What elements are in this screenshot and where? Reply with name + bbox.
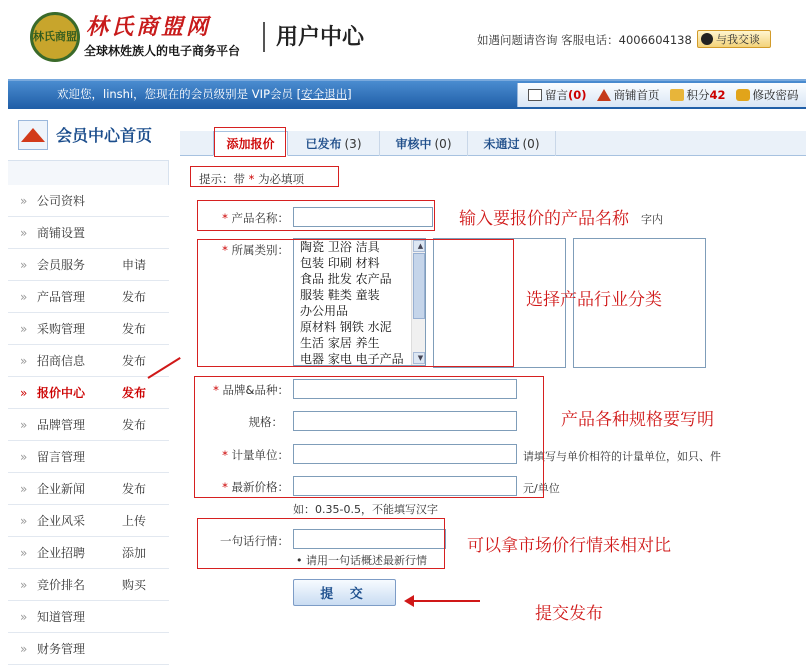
sidebar-item-action[interactable]: 发布 (122, 386, 147, 400)
highlight-box (197, 518, 445, 569)
product-name-note: 字内 (641, 213, 663, 226)
highlight-box (194, 376, 544, 498)
hint-prefix: 提示：带 (199, 172, 245, 186)
unit-note: 请填写与单价相符的计量单位，如只、件 (523, 450, 721, 463)
chevron-right-icon: » (20, 193, 28, 208)
tab-count: (0) (434, 136, 452, 151)
sidebar-header[interactable] (8, 109, 169, 161)
product-name-label-text: 产品名称： (231, 211, 289, 225)
sidebar-item-label[interactable]: 竞价排名 (37, 578, 86, 592)
category-option[interactable]: 办公用品 (300, 304, 349, 318)
sidebar-item-action[interactable]: 发布 (122, 322, 147, 336)
annotation-category: 选择产品行业分类 (526, 290, 662, 310)
sidebar-item[interactable] (8, 633, 169, 665)
annotation-market: 可以拿市场价行情来相对比 (467, 536, 671, 556)
arrow-icon (410, 600, 480, 602)
highlight-box (197, 200, 435, 231)
user-toolbar (517, 83, 806, 107)
category-option[interactable]: 电器 家电 电子产品 (300, 352, 404, 366)
tab-count: (0) (522, 136, 540, 151)
tab-label: 未通过 (483, 137, 520, 151)
sidebar-item-label[interactable]: 知道管理 (37, 610, 86, 624)
annotation-specs: 产品各种规格要写明 (561, 410, 714, 430)
sidebar-item[interactable] (8, 441, 169, 473)
header-divider (263, 22, 265, 52)
support-hotline: 如遇问题请咨询 客服电话：4006604138 (477, 33, 692, 47)
sidebar-item-action[interactable]: 发布 (122, 354, 147, 368)
chevron-right-icon: » (20, 481, 28, 496)
logout-link[interactable]: [安全退出] (296, 87, 352, 101)
chevron-right-icon: » (20, 225, 28, 240)
sidebar-item-action[interactable]: 添加 (122, 546, 147, 560)
chat-button-label: 与我交谈 (716, 33, 760, 46)
tab-label: 审核中 (395, 137, 432, 151)
chevron-right-icon: » (20, 641, 28, 656)
points-value: 42 (709, 88, 726, 102)
sidebar-item-label[interactable]: 品牌管理 (37, 418, 86, 432)
sidebar-item-label[interactable]: 企业新闻 (37, 482, 86, 496)
sidebar-item-action[interactable]: 上传 (122, 514, 147, 528)
chat-button[interactable] (697, 30, 771, 48)
message-link[interactable] (528, 87, 587, 103)
shop-home-link[interactable] (597, 87, 660, 103)
sidebar-item-action[interactable]: 发布 (122, 482, 147, 496)
scroll-down-icon[interactable]: ▼ (413, 352, 425, 364)
unit-label-text: 计量单位： (231, 448, 289, 462)
tab-label: 已发布 (305, 137, 342, 151)
tab-rejected[interactable] (468, 131, 556, 156)
shop-home-label: 商铺首页 (613, 88, 660, 102)
sidebar-item-label[interactable]: 会员服务 (37, 258, 86, 272)
category-option[interactable]: 服装 鞋类 童装 (300, 288, 380, 302)
sidebar-item[interactable] (8, 185, 169, 217)
price-unit: 元/单位 (523, 482, 560, 495)
sidebar-item[interactable] (8, 377, 169, 409)
page-title: 用户中心 (276, 25, 365, 50)
sidebar-item-label[interactable]: 商铺设置 (37, 226, 86, 240)
site-logo-seal[interactable]: 林氏商盟 (30, 12, 80, 62)
sidebar-item-action[interactable]: 发布 (122, 290, 147, 304)
submit-button[interactable]: 提 交 (293, 579, 396, 606)
change-password-link[interactable] (736, 87, 799, 103)
hint-star: * (248, 172, 255, 186)
scroll-up-icon[interactable]: ▲ (413, 240, 425, 252)
sidebar-item-action[interactable]: 申请 (122, 258, 147, 272)
annotation-submit: 提交发布 (535, 604, 603, 624)
market-label: 一句话行情： (220, 534, 289, 548)
sidebar-item-label[interactable]: 产品管理 (37, 290, 86, 304)
sidebar-item-label[interactable]: 企业风采 (37, 514, 86, 528)
sidebar-item[interactable] (8, 249, 169, 281)
sidebar-item-label[interactable]: 采购管理 (37, 322, 86, 336)
sidebar-item[interactable] (8, 409, 169, 441)
sidebar-item-label[interactable]: 财务管理 (37, 642, 86, 656)
sidebar-item[interactable] (8, 217, 169, 249)
lock-icon (736, 89, 750, 101)
site-name: 林氏商盟网 (86, 14, 212, 40)
chevron-right-icon: » (20, 257, 28, 272)
sidebar-item-action[interactable]: 购买 (122, 578, 147, 592)
change-password-label: 修改密码 (752, 88, 799, 102)
annotation-product-name: 输入要报价的产品名称 (459, 209, 629, 229)
highlight-box (190, 166, 339, 187)
chevron-right-icon: » (20, 353, 28, 368)
sidebar-item-label[interactable]: 公司资料 (37, 194, 86, 208)
arrow-head-icon (404, 595, 414, 607)
chevron-right-icon: » (20, 577, 28, 592)
sidebar-item-action[interactable]: 发布 (122, 418, 147, 432)
tab-count: (3) (344, 136, 362, 151)
chevron-right-icon: » (20, 289, 28, 304)
sidebar-item-label[interactable]: 留言管理 (37, 450, 86, 464)
house-icon (18, 120, 48, 150)
category-label-text: 所属类别： (231, 243, 289, 257)
sidebar-item[interactable] (8, 569, 169, 601)
chevron-right-icon: » (20, 417, 28, 432)
chevron-right-icon: » (20, 513, 28, 528)
points-link[interactable] (670, 87, 726, 103)
sidebar-item[interactable] (8, 345, 169, 377)
sidebar-title: 会员中心首页 (56, 126, 153, 145)
required-star: * (222, 480, 228, 494)
tab-reviewing[interactable] (380, 131, 468, 156)
hint-suffix: 为必填项 (258, 172, 305, 186)
qq-icon (701, 33, 713, 45)
market-note: • 请用一句话概述最新行情 (296, 554, 427, 567)
highlight-box (197, 239, 514, 367)
tab-label: 添加报价 (226, 137, 275, 151)
sidebar-item[interactable] (8, 601, 169, 633)
sidebar-item[interactable] (8, 281, 169, 313)
mail-icon (528, 89, 542, 101)
coins-icon (670, 89, 684, 101)
sidebar-item[interactable] (8, 313, 169, 345)
required-star: * (222, 243, 228, 257)
home-icon (597, 89, 611, 101)
welcome-message (57, 86, 352, 102)
brand-label-text: 品牌&品种： (222, 383, 289, 397)
price-note: 如：0.35-0.5，不能填写汉字 (293, 503, 438, 516)
spec-label: 规格： (248, 415, 283, 429)
chevron-right-icon: » (20, 449, 28, 464)
chevron-right-icon: » (20, 385, 28, 400)
welcome-text: 欢迎您，linshi，您现在的会员级别是 VIP会员 (57, 87, 294, 101)
price-label-text: 最新价格： (231, 480, 289, 494)
category-option[interactable]: 食品 批发 农产品 (300, 272, 392, 286)
chevron-right-icon: » (20, 321, 28, 336)
chevron-right-icon: » (20, 545, 28, 560)
message-label: 留言 (545, 88, 568, 102)
required-star: * (222, 211, 228, 225)
tab-published[interactable] (288, 131, 380, 156)
sidebar-item[interactable] (8, 505, 169, 537)
message-count: (0) (568, 88, 587, 102)
site-slogan: 全球林姓族人的电子商务平台 (84, 44, 241, 58)
sidebar-item-label[interactable]: 企业招聘 (37, 546, 86, 560)
sidebar-item[interactable] (8, 473, 169, 505)
category-option[interactable]: 原材料 钢铁 水泥 (300, 320, 392, 334)
category-option[interactable]: 包装 印刷 材料 (300, 256, 380, 270)
required-star: * (222, 448, 228, 462)
sidebar-item-label[interactable]: 报价中心 (37, 386, 86, 400)
highlight-box (214, 127, 286, 157)
required-star: * (213, 383, 219, 397)
sidebar-item[interactable] (8, 537, 169, 569)
category-option[interactable]: 生活 家居 养生 (300, 336, 380, 350)
sidebar-item-label[interactable]: 招商信息 (37, 354, 86, 368)
category-option[interactable]: 陶瓷 卫浴 洁具 (300, 240, 380, 254)
chevron-right-icon: » (20, 609, 28, 624)
points-label: 积分 (686, 88, 710, 102)
